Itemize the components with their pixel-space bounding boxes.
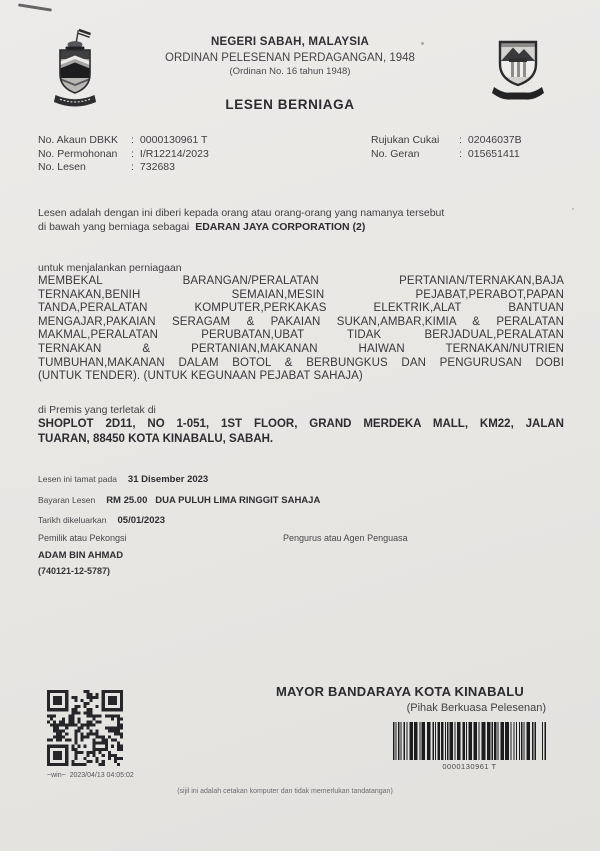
barcode-number: 0000130961 T [442, 762, 497, 771]
reference-numbers-left [38, 134, 209, 175]
business-line: (UNTUK TENDER). (UNTUK KEGUNAAN PEJABAT SAHAJA) [38, 370, 363, 383]
qr-caption: ~win~ 2023/04/13 04:05:02 [47, 772, 134, 779]
detail-value: 05/01/2023 [117, 515, 166, 526]
colon [131, 134, 134, 148]
barcode-wrap [393, 722, 546, 771]
ref-label: No. Permohonan [38, 147, 118, 160]
business-line: TERNAKAN & PERTANIAN,MAKANAN HAIWAN TERNAKAN/NUTRIEN [38, 342, 564, 355]
grant-line2-prefix: di bawah yang berniaga sebagai [38, 221, 190, 234]
detail-row-fee [38, 495, 320, 506]
premises-address [38, 417, 564, 446]
detail-value: RM 25.00 DUA PULUH LIMA RINGGIT SAHAJA [106, 494, 321, 506]
authority-title: MAYOR BANDARAYA KOTA KINABALU [275, 684, 524, 699]
business-name: EDARAN JAYA CORPORATION (2) [195, 221, 366, 234]
ref-row-geran [371, 148, 522, 162]
pen-mark [18, 3, 52, 11]
authority-block [254, 684, 546, 771]
owner-label: Pemilik atau Pekongsi [38, 533, 127, 543]
ref-label: No. Akaun DBKK [38, 134, 118, 146]
footer-note: (sijil ini adalah cetakan komputer dan tidak memerlukan tandatangan) [177, 788, 393, 795]
qr-code-icon [47, 690, 123, 766]
authority-subtitle: (Pihak Berkuasa Pelesenan) [406, 702, 546, 714]
colon [459, 148, 462, 162]
ref-label: No. Lesen [38, 161, 86, 174]
address-line1: SHOPLOT 2D11, NO 1-051, 1ST FLOOR, GRAND MERDEKA MALL, KM22, JALAN [38, 418, 564, 430]
business-line: MEMBEKAL BARANGAN/PERALATAN PERTANIAN/TERNAKAN,BAJA [38, 275, 564, 287]
colon [131, 148, 134, 162]
qr-block [47, 690, 137, 779]
detail-label: Lesen ini tamat pada [38, 474, 117, 484]
business-intro: untuk menjalankan perniagaan [38, 262, 182, 274]
grant-line2 [38, 220, 560, 234]
license-title: LESEN BERNIAGA [225, 97, 355, 112]
detail-row-issued [38, 515, 320, 526]
detail-row-expiry [38, 474, 320, 485]
colon [459, 134, 462, 148]
colon [131, 161, 134, 175]
premises-intro: di Premis yang terletak di [38, 404, 156, 416]
state-title: NEGERI SABAH, MALAYSIA [211, 36, 369, 48]
business-line: MENGAJAR,PAKAIAN SERAGAM & PAKAIAN SUKAN,AMBAR,KIMIA & PERALATAN [38, 315, 564, 328]
ref-value: 0000130961 T [139, 134, 208, 146]
manager-label: Pengurus atau Agen Penguasa [283, 533, 408, 543]
license-details [38, 474, 320, 536]
business-line: TANDA,PERALATAN KOMPUTER,PERKAKAS ELEKTRIK,ALAT BANTUAN [38, 302, 564, 315]
detail-label: Tarikh dikeluarkan [38, 515, 107, 525]
ref-value: 732683 [139, 161, 175, 174]
ref-row-permohonan [38, 148, 209, 162]
ref-row-akaun [38, 134, 209, 148]
barcode-icon [393, 722, 546, 760]
ordinance-subtitle: (Ordinan No. 16 tahun 1948) [229, 66, 351, 77]
address-line2: TUARAN, 88450 KOTA KINABALU, SABAH. [38, 432, 274, 445]
scan-speck [572, 208, 574, 210]
business-line: MAKMAL,PERALATAN PERUBATAN,UBAT TIDAK BERJADUAL,PERALATAN [38, 329, 564, 342]
ref-label: No. Geran [371, 147, 420, 160]
ref-value: 015651411 [467, 147, 520, 160]
detail-value: 31 Disember 2023 [127, 474, 209, 485]
ref-value: I/R12214/2023 [139, 147, 209, 160]
business-description [38, 275, 564, 384]
business-line: TUMBUHAN,MAKANAN DALAM BOTOL & BERBUNGKUS DAN PENGURUSAN DOBI [38, 356, 564, 369]
ref-label: Rujukan Cukai [371, 134, 440, 146]
reference-numbers-right [371, 134, 522, 161]
document-header [0, 36, 580, 77]
grant-line1: Lesen adalah dengan ini diberi kepada orang atau orang-orang yang namanya tersebut [38, 207, 445, 219]
grant-paragraph [38, 206, 560, 234]
ref-row-lesen [38, 161, 209, 175]
owner-name: ADAM BIN AHMAD [38, 550, 124, 561]
detail-label: Bayaran Lesen [38, 494, 96, 505]
ref-row-cukai [371, 134, 522, 148]
business-line: TERNAKAN,BENIH SEMAIAN,MESIN PEJABAT,PERABOT,PAPAN [38, 288, 564, 301]
owner-id-number: (740121-12-5787) [38, 566, 111, 576]
ordinance-title: ORDINAN PELESENAN PERDAGANGAN, 1948 [165, 51, 415, 64]
ref-value: 02046037B [467, 134, 522, 146]
